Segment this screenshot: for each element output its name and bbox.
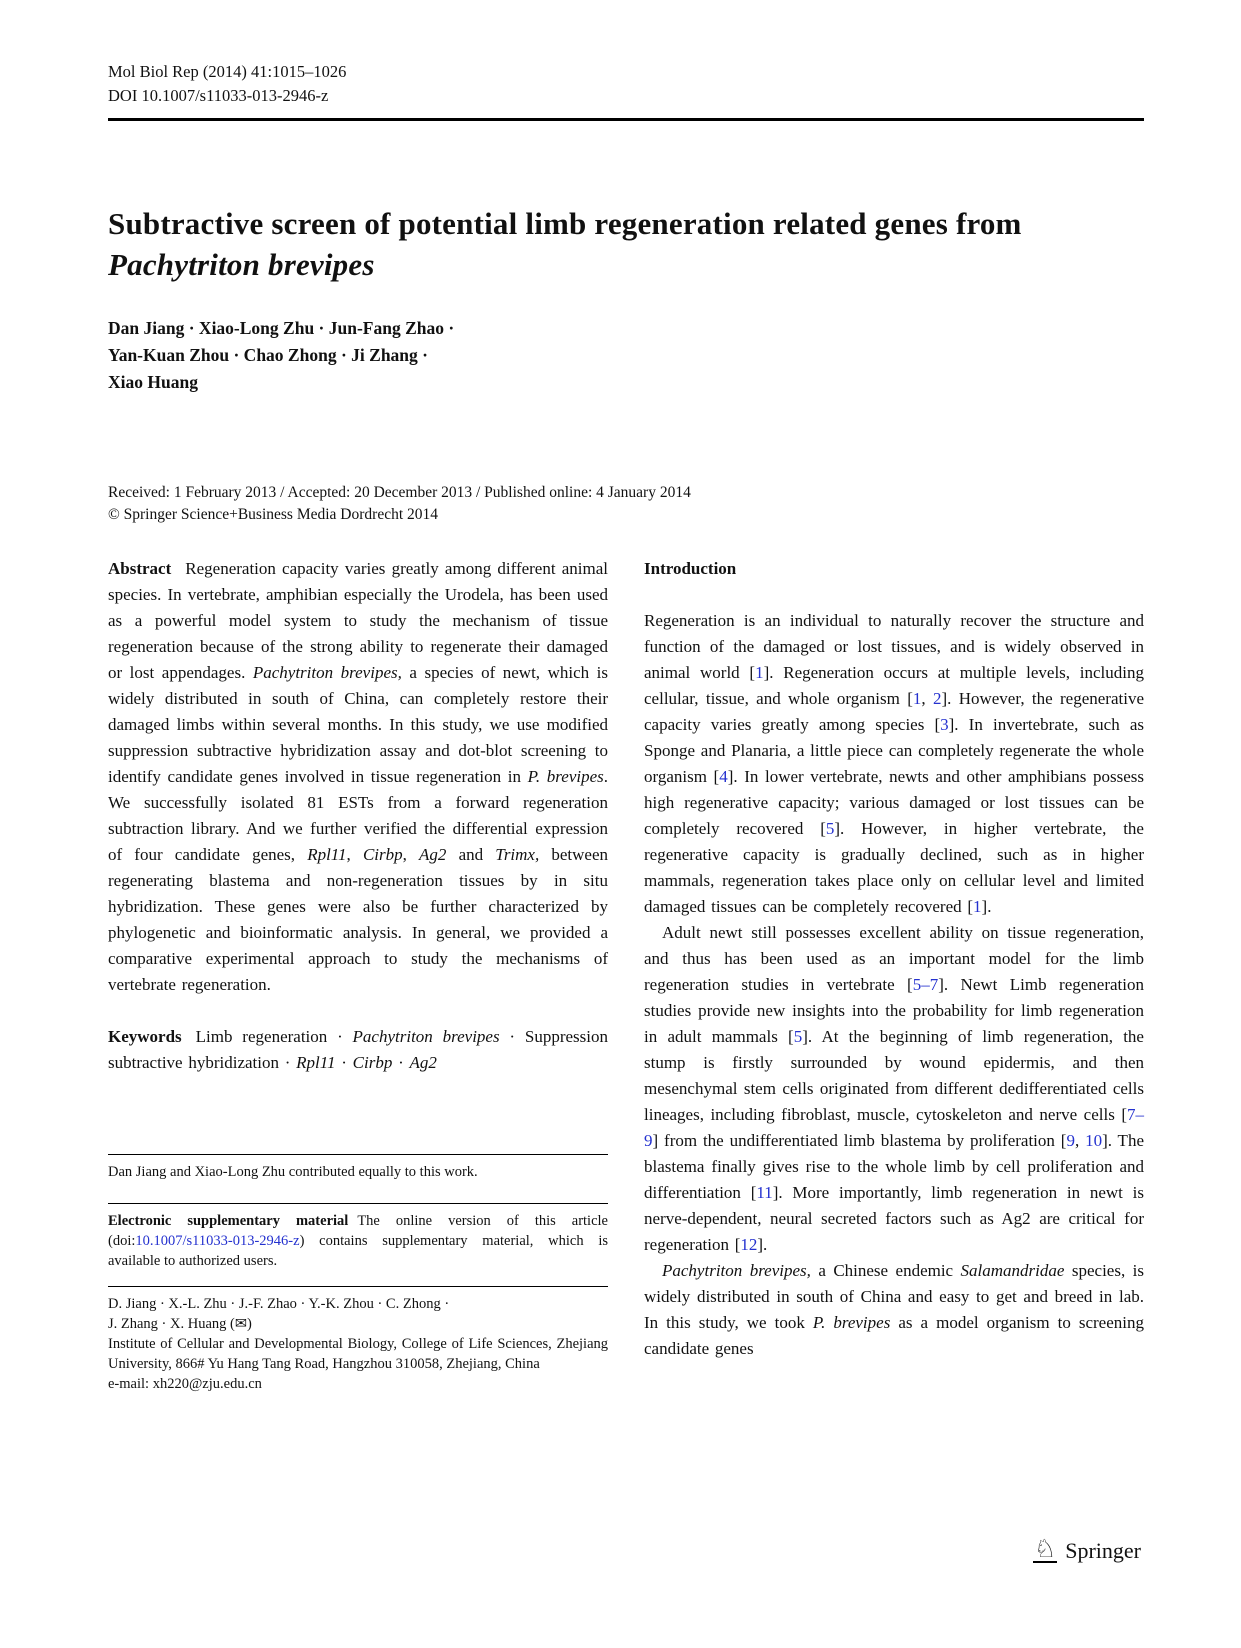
text-run: D. Jiang · X.-L. Zhu · J.-F. Zhao · Y.-K. Zhou · C. Zhong · [108, 1296, 450, 1312]
intro-paragraph-1 [644, 608, 1144, 920]
text-run: ]. In lower vertebrate, newts and other amphibians possess high regenerative capacity; various damaged or lost tissues can be completely recovered [ [644, 767, 1145, 838]
text-run: P. brevipes [812, 1313, 891, 1332]
text-run: Salamandridae [960, 1261, 1065, 1280]
paper-title [108, 203, 1144, 285]
page-content [108, 0, 1144, 1394]
citation-9[interactable]: 9 [1066, 1131, 1075, 1150]
text-run: P. brevipes [527, 767, 604, 786]
citation-10[interactable]: 10 [1085, 1131, 1103, 1150]
text-run: ) contains supplementary material, which is available to authorized users. [108, 1233, 608, 1269]
citation-2[interactable]: 2 [932, 689, 942, 708]
received-accepted-line: Received: 1 February 2013 / Accepted: 20 December 2013 / Published online: 4 January 2014 [108, 484, 691, 501]
text-run: a Chinese endemic [810, 1261, 961, 1280]
citation-7-9[interactable]: 7–9 [644, 1105, 1144, 1150]
left-column [108, 556, 608, 1394]
intro-paragraph-3 [644, 1258, 1144, 1362]
introduction-heading: Introduction [644, 559, 737, 578]
citation-12[interactable]: 12 [740, 1235, 758, 1254]
journal-header [108, 0, 1144, 108]
citation-1[interactable]: 1 [912, 689, 922, 708]
journal-reference: Mol Biol Rep (2014) 41:1015–1026 [108, 62, 347, 81]
doi-link[interactable]: 10.1007/s11033-013-2946-z [135, 1233, 300, 1249]
text-run: Pachytriton brevipes [352, 1027, 500, 1046]
text-run: Pachytriton brevipes [108, 247, 375, 282]
text-run: ]. Regeneration occurs at multiple levels, including cellular, tissue, and whole organism [ [644, 663, 1144, 708]
text-run: Rpl11 [296, 1053, 336, 1072]
text-run: Rpl11 [307, 845, 347, 864]
keywords-paragraph [108, 1024, 608, 1076]
citation-1[interactable]: 1 [973, 897, 982, 916]
text-run: a species of newt, which is widely distributed in south of China, can completely restore their damaged limbs within several months. In this study, we use modified suppression subtractive hybridization assay and dot-blot screening to identify candidate genes involved in tissue regeneration in [108, 663, 608, 786]
copyright-line: © Springer Science+Business Media Dordrecht 2014 [108, 506, 439, 523]
correspondence-authors [108, 1314, 608, 1334]
text-run: Cirbp [362, 845, 403, 864]
publisher-logo [1033, 1536, 1141, 1563]
text-run: , [921, 689, 933, 708]
abstract-paragraph [108, 556, 608, 998]
citation-5[interactable]: 5 [825, 819, 835, 838]
text-run: Ag2 [409, 1053, 437, 1072]
doi-line: DOI 10.1007/s11033-013-2946-z [108, 86, 329, 105]
text-run: Regeneration capacity varies greatly among different animal species. In vertebrate, amphibian especially the Urodela, has been used as a powerful model system to study the mechanism of tissue regeneration because of the strong ability to regenerate their damaged or lost appendages. [108, 559, 608, 682]
citation-4[interactable]: 4 [719, 767, 728, 786]
esm-heading: Electronic supplementary material [108, 1213, 349, 1229]
text-run: Dan Jiang and Xiao-Long Zhu contributed equally to this work. [108, 1164, 478, 1180]
text-run: as a model organism to screening candidate genes [644, 1313, 1144, 1358]
keywords-heading: Keywords [108, 1027, 182, 1046]
equal-contribution-note [108, 1155, 608, 1189]
text-run: ]. However, in higher vertebrate, the regenerative capacity is gradually declined, such as in higher mammals, regeneration takes place only on cellular level and limited damaged tissues can be completely recovered [ [644, 819, 1144, 916]
citation-1[interactable]: 1 [755, 663, 764, 682]
text-run: ]. [981, 897, 992, 916]
two-column-body [108, 556, 1144, 1394]
text-run: Pachytriton brevipes, [252, 663, 402, 682]
text-run: Regeneration is an individual to naturally recover the structure and function of the damaged or lost tissues, and is widely observed in animal world [ [644, 611, 1144, 682]
citation-5[interactable]: 5 [793, 1027, 803, 1046]
intro-paragraph-2 [644, 920, 1144, 1258]
text-run: and [446, 845, 496, 864]
springer-wordmark: Springer [1065, 1537, 1141, 1563]
text-run: Subtractive screen of potential limb regeneration related genes from [108, 206, 1022, 241]
text-run: Trimx, [495, 845, 540, 864]
text-run: Cirbp [352, 1053, 393, 1072]
text-run: · [335, 1053, 353, 1072]
text-run: species, is widely distributed in south of China and easy to get and breed in lab. In this study, we took [644, 1261, 1144, 1332]
text-run: Adult newt still possesses excellent ability on tissue regeneration, and thus has been used as an important model for the limb regeneration studies in vertebrate [ [644, 923, 1144, 994]
text-run: Ag2 [419, 845, 447, 864]
text-run: ) [247, 1316, 252, 1332]
text-run: ]. In invertebrate, such as Sponge and Planaria, a little piece can completely regenerate the whole organism [ [644, 715, 1144, 786]
text-run: . We successfully isolated 81 ESTs from a forward regeneration subtraction library. And we further verified the differential expression of four candidate genes, [108, 767, 608, 864]
text-run: , [402, 845, 420, 864]
text-run: ]. However, the regenerative capacity varies greatly among species [ [644, 689, 1144, 734]
text-run: The online version of this article (doi: [108, 1213, 608, 1249]
citation-5-7[interactable]: 5–7 [912, 975, 939, 994]
text-run: ] from the undifferentiated limb blastema by proliferation [ [652, 1131, 1067, 1150]
affiliation-text [108, 1334, 608, 1374]
correspondence-block [108, 1287, 608, 1394]
citation-11[interactable]: 11 [756, 1183, 773, 1202]
text-run: e-mail: xh220@zju.edu.cn [108, 1376, 262, 1392]
author-line: Dan Jiang · Xiao-Long Zhu · Jun-Fang Zhao · [108, 318, 455, 338]
text-run: ]. [757, 1235, 768, 1254]
text-run: Institute of Cellular and Developmental Biology, College of Life Sciences, Zhejiang University, 866# Yu Hang Tang Road, Hangzhou 310058, Zhejiang, China [108, 1336, 608, 1372]
author-line: Xiao Huang [108, 372, 198, 392]
springer-knight-icon: ♘ [1033, 1534, 1057, 1563]
email-line [108, 1374, 608, 1394]
abstract-heading: Abstract [108, 559, 172, 578]
text-run: , [1074, 1131, 1086, 1150]
text-run: Pachytriton brevipes, [662, 1261, 811, 1280]
supplementary-material-note [108, 1204, 608, 1278]
text-run: J. Zhang · X. Huang ( [108, 1316, 235, 1332]
text-run: , [346, 845, 363, 864]
envelope-icon: ✉ [234, 1316, 248, 1332]
text-run: Limb regeneration · [195, 1027, 353, 1046]
author-line: Yan-Kuan Zhou · Chao Zhong · Ji Zhang · [108, 345, 428, 365]
citation-3[interactable]: 3 [940, 715, 949, 734]
text-run: between regenerating blastema and non-regeneration tissues by in situ hybridization. These genes were also be further characterized by phylogenetic and bioinformatic analysis. In general, we provided a comparative experimental approach to study the mechanisms of vertebrate regeneration. [108, 845, 609, 994]
header-rule [108, 118, 1144, 121]
author-list [108, 315, 1144, 396]
text-run: · [392, 1053, 410, 1072]
text-run: ]. At the beginning of limb regeneration, the stump is firstly surrounded by wound epidermis, and then mesenchymal stem cells originated from different dedifferentiated cells lineages, including fibroblast, muscle, cytoskeleton and nerve cells [ [644, 1027, 1144, 1124]
text-run: ]. Newt Limb regeneration studies provide new insights into the probability for limb regeneration in adult mammals [ [644, 975, 1145, 1046]
right-column [644, 556, 1144, 1394]
text-run: ]. The blastema finally gives rise to the whole limb by cell proliferation and differentiation [ [644, 1131, 1144, 1202]
text-run: · Suppression subtractive hybridization · [108, 1027, 608, 1072]
publication-meta [108, 482, 1144, 526]
text-run: ]. More importantly, limb regeneration in newt is nerve-dependent, neural secreted factors such as Ag2 are critical for regeneration [ [644, 1183, 1144, 1254]
correspondence-authors [108, 1294, 608, 1314]
